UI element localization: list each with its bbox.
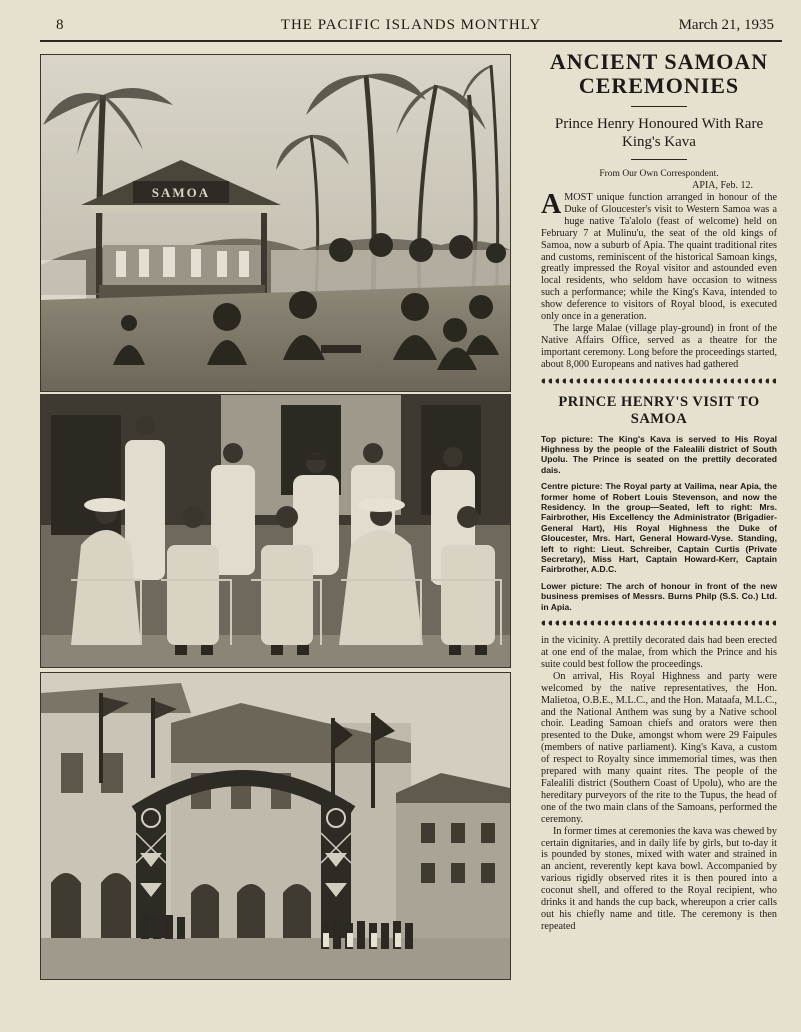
article-headline <box>541 50 777 98</box>
caption-lower-picture: Lower picture: The arch of honour in front of the new business premises of Messrs. Burns Philp (S.S. Co.) Ltd. in Apia. <box>541 580 777 612</box>
article-paragraph <box>541 189 777 323</box>
article-dateline: APIA, Feb. 12. <box>692 180 753 191</box>
article-paragraph: On arrival, His Royal Highness and party were welcomed by the native representatives, the Hon. Malietoa, O.B.E., M.L.C., and the Hon. Mataafa, M.L.C., and the National Anthem was sung by a Native school choir. Leading Samoan chiefs and orators were then presented to the Duke, amongst whom were 29 Faipules (members of native parliament). King's Kava, a custom of respect to Royalty since immemorial times, was then prepared with many quaint rites. The people of the Falealili district (Southern Coast of Upolu), who are the hereditary purveyors of the rite to the Tupus, the head of one of the two main clans of the Samoans, performed the ceremony. <box>541 670 777 825</box>
dais-banner-text: SAMOA <box>151 185 211 200</box>
drop-cap: A <box>541 189 562 220</box>
page-header <box>40 14 782 36</box>
photo-kava-ceremony <box>40 54 511 392</box>
sidebar-title <box>541 394 777 428</box>
header-rule <box>40 40 782 42</box>
subhead-rule <box>631 159 687 160</box>
article-credit: From Our Own Correspondent. <box>599 169 719 179</box>
sidebar-title-line-2: SAMOA <box>630 410 688 427</box>
paragraph-text: MOST unique function arranged in honour of the Duke of Gloucester's visit to Western Samoa was a huge native Ta'alolo (feast of welcome) held on February 7 at Mulinu'u, the seat of the old kings of Samoa, now a suburb of Apia. The quaint traditional rites and customs, reminiscent of the historical Samoan kings, greatly impressed the Royal visitor and astounded even local residents, who seldom have occasion to witness such a performance; while the King's Kava, intended to show deference to visitors of Royal blood, is executed only once in a generation. <box>541 192 777 323</box>
sidebar-title-line-1: PRINCE HENRY'S VISIT TO <box>558 393 760 410</box>
article-paragraph: in the vicinity. A prettily decorated dais had been erected at one end of the malae, from which the Prince and his suite could best follow the proceedings. <box>541 635 777 670</box>
publication-title: THE PACIFIC ISLANDS MONTHLY <box>280 17 542 33</box>
article-paragraph: The large Malae (village play-ground) in front of the Native Affairs Office, served as a theatre for the important ceremony. Long before the proceedings started, about 8,000 Europeans and natives had gathered <box>541 322 777 370</box>
issue-date: March 21, 1935 <box>678 17 774 33</box>
headline-line-2: CEREMONIES <box>578 73 740 98</box>
headline-rule <box>631 106 687 107</box>
article-subhead: Prince Henry Honoured With Rare King's Kava <box>554 116 764 150</box>
photo-arch-of-honour <box>40 672 511 980</box>
headline-line-1: ANCIENT SAMOAN <box>549 49 769 74</box>
photo-royal-party <box>40 394 511 668</box>
ornamental-rule <box>541 618 777 630</box>
caption-top-picture: Top picture: The King's Kava is served to His Royal Highness by the people of the Falealili district of South Upolu. The Prince is seated on the prettily decorated dais. <box>541 433 777 475</box>
article-paragraph: In former times at ceremonies the kava was chewed by certain dignitaries, and in daily life by girls, but to-day it is pounded by stones, mixed with water and strained in an ancient, reverently kept kava bowl. Accompanied by various rigidly observed rites it is then poured into a coconut shell, and offered to the Royal recipient, who drinks it and hands the cup back, whereupon a crier calls out his chiefly name and title. The ceremony is then repeated <box>541 825 777 932</box>
article-column <box>541 50 777 933</box>
page-number: 8 <box>56 17 64 33</box>
ornamental-rule <box>541 376 777 388</box>
caption-centre-picture: Centre picture: The Royal party at Vailima, near Apia, the former home of Robert Louis Stevenson, and now the Residency. In the group—Seated, left to right: Mrs. Fairbrother, His Excellency the Administrator (Brigadier-General Hart), His Royal Highness the Duke of Gloucester, Mrs. Hart, General Howard-Vyse. Standing, left to right: Lieut. Schreiber, Captain Curtis (Private Secretary), Miss Hart, Captain Howard-Kerr, Captain Fairbrother, A.D.C. <box>541 481 777 575</box>
